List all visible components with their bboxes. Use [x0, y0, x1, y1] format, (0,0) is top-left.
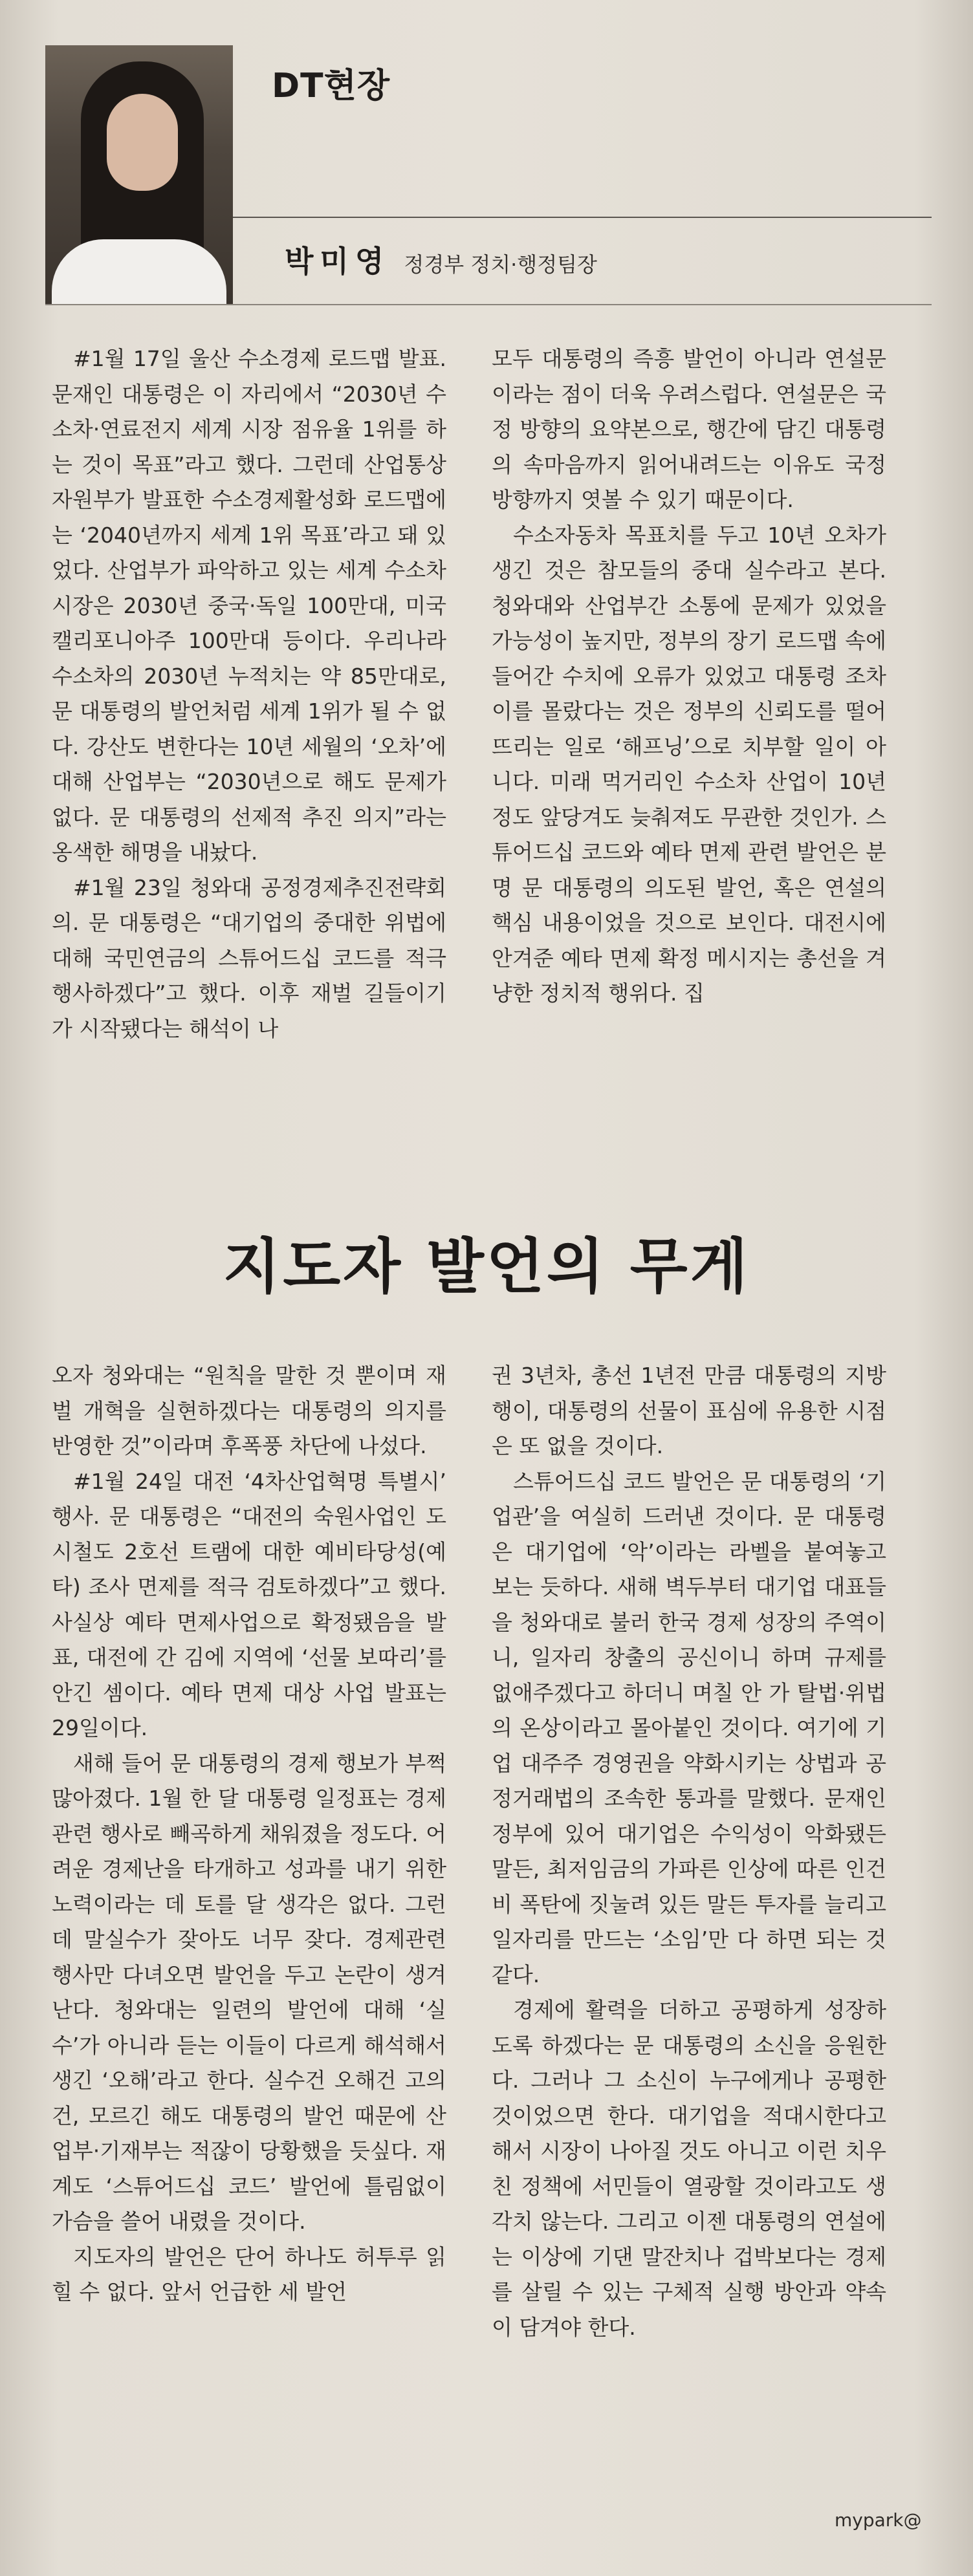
- column-4: [492, 1358, 886, 2345]
- column-2: [492, 341, 886, 1012]
- author-role: 정경부 정치·행정팀장: [404, 252, 597, 277]
- paragraph: 수소자동차 목표치를 두고 10년 오차가 생긴 것은 참모들의 중대 실수라고 본다. 청와대와 산업부간 소통에 문제가 있었을 가능성이 높지만, 정부의 장기 로드맵 속에 들어간 수치에 오류가 있었고 대통령 조차 이를 몰랐다는 것은 정부의 신뢰도를 떨어뜨리는 일로 ‘해프닝’으로 치부할 일이 아니다. 미래 먹거리인 수소차 산업이 10년 정도 앞당겨도 늦춰져도 무관한 것인가. 스튜어드십 코드와 예타 면제 관련 발언은 분명 문 대통령의 의도된 발언, 혹은 연설의 핵심 내용이었을 것으로 보인다. 대전시에 안겨준 예타 면제 확정 메시지는 총선을 겨냥한 정치적 행위다. 집: [492, 522, 886, 1006]
- paragraph: 권 3년차, 총선 1년전 만큼 대통령의 지방행이, 대통령의 선물이 표심에 유용한 시점은 또 없을 것이다.: [492, 1363, 886, 1458]
- paragraph: #1월 24일 대전 ‘4차산업혁명 특별시’ 행사. 문 대통령은 “대전의 숙원사업인 도시철도 2호선 트램에 대한 예비타당성(예타) 조사 면제를 적극 검토하겠다”고 했다. 사실상 예타 면제사업으로 확정됐음을 발표, 대전에 간 김에 지역에 ‘선물 보따리’를 안긴 셈이다. 예타 면제 대상 사업 발표는 29일이다.: [52, 1468, 446, 1740]
- paragraph: 모두 대통령의 즉흥 발언이 아니라 연설문이라는 점이 더욱 우려스럽다. 연설문은 국정 방향의 요약본으로, 행간에 담긴 대통령의 속마음까지 읽어내려드는 이유도 국정 방향까지 엿볼 수 있기 때문이다.: [492, 346, 886, 512]
- paragraph: 스튜어드십 코드 발언은 문 대통령의 ‘기업관’을 여실히 드러낸 것이다. 문 대통령은 대기업에 ‘악’이라는 라벨을 붙여놓고 보는 듯하다. 새해 벽두부터 대기업 대표들을 청와대로 불러 한국 경제 성장의 주역이니, 일자리 창출의 공신이니 하며 규제를 없애주겠다고 하더니 며칠 안 가 탈법·위법의 온상이라고 몰아붙인 것이다. 여기에 기업 대주주 경영권을 약화시키는 상법과 공정거래법의 조속한 통과를 말했다. 문재인 정부에 있어 대기업은 수익성이 악화됐든 말든, 최저임금의 가파른 인상에 따른 인건비 폭탄에 짓눌려 있든 말든 투자를 늘리고 일자리를 만드는 ‘소임’만 다 하면 되는 것 같다.: [492, 1468, 886, 1987]
- author-name: 박미영: [285, 244, 391, 279]
- paragraph: 경제에 활력을 더하고 공평하게 성장하도록 하겠다는 문 대통령의 소신을 응원한다. 그러나 그 소신이 누구에게나 공평한 것이었으면 한다. 대기업을 적대시한다고 해서 시장이 나아질 것도 아니고 이런 치우친 정책에 서민들이 열광할 것이라고도 생각치 않는다. 그리고 이젠 대통령의 연설에는 이상에 기댄 말잔치나 겁박보다는 경제를 살릴 수 있는 구체적 실행 방안과 약속이 담겨야 한다.: [492, 1997, 886, 2340]
- author-photo: [45, 45, 233, 304]
- section-label: DT현장: [272, 67, 391, 105]
- column-3: [52, 1358, 446, 2310]
- author-email: mypark@: [835, 2509, 922, 2531]
- paragraph: #1월 23일 청와대 공정경제추진전략회의. 문 대통령은 “대기업의 중대한 위법에 대해 국민연금의 스튜어드십 코드를 적극 행사하겠다”고 했다. 이후 재벌 길들이기가 시작됐다는 해석이 나: [52, 874, 446, 1041]
- header-divider: [233, 217, 932, 218]
- header-bottom-divider: [45, 304, 932, 305]
- article-headline: 지도자 발언의 무게: [223, 1231, 750, 1301]
- paragraph: 지도자의 발언은 단어 하나도 허투루 읽힐 수 없다. 앞서 언급한 세 발언: [52, 2244, 446, 2304]
- paragraph: 새해 들어 문 대통령의 경제 행보가 부쩍 많아졌다. 1월 한 달 대통령 일정표는 경제 관련 행사로 빼곡하게 채워졌을 정도다. 어려운 경제난을 타개하고 성과를 내기 위한 노력이라는 데 토를 달 생각은 없다. 그런데 말실수가 잦아도 너무 잦다. 경제관련 행사만 다녀오면 발언을 두고 논란이 생겨난다. 청와대는 일련의 발언에 대해 ‘실수’가 아니라 듣는 이들이 다르게 해석해서 생긴 ‘오해’라고 한다. 실수건 오해건 고의건, 모르긴 해도 대통령의 발언 때문에 산업부·기재부는 적잖이 당황했을 듯싶다. 재계도 ‘스튜어드십 코드’ 발언에 틀림없이 가슴을 쓸어 내렸을 것이다.: [52, 1750, 446, 2234]
- byline: [285, 238, 597, 281]
- paragraph: 오자 청와대는 “원칙을 말한 것 뿐이며 재벌 개혁을 실현하겠다는 대통령의 의지를 반영한 것”이라며 후폭풍 차단에 나섰다.: [52, 1363, 446, 1458]
- column-1: [52, 341, 446, 1046]
- paragraph: #1월 17일 울산 수소경제 로드맵 발표. 문재인 대통령은 이 자리에서 “2030년 수소차·연료전지 세계 시장 점유율 1위를 하는 것이 목표”라고 했다. 그런데 산업통상자원부가 발표한 수소경제활성화 로드맵에는 ‘2040년까지 세계 1위 목표’라고 돼 있었다. 산업부가 파악하고 있는 세계 수소차 시장은 2030년 중국·독일 100만대, 미국 캘리포니아주 100만대 등이다. 우리나라 수소차의 2030년 누적치는 약 85만대로, 문 대통령의 발언처럼 세계 1위가 될 수 없다. 강산도 변한다는 10년 세월의 ‘오차’에 대해 산업부는 “2030년으로 해도 문제가 없다. 문 대통령의 선제적 추진 의지”라는 옹색한 해명을 내놨다.: [52, 346, 446, 865]
